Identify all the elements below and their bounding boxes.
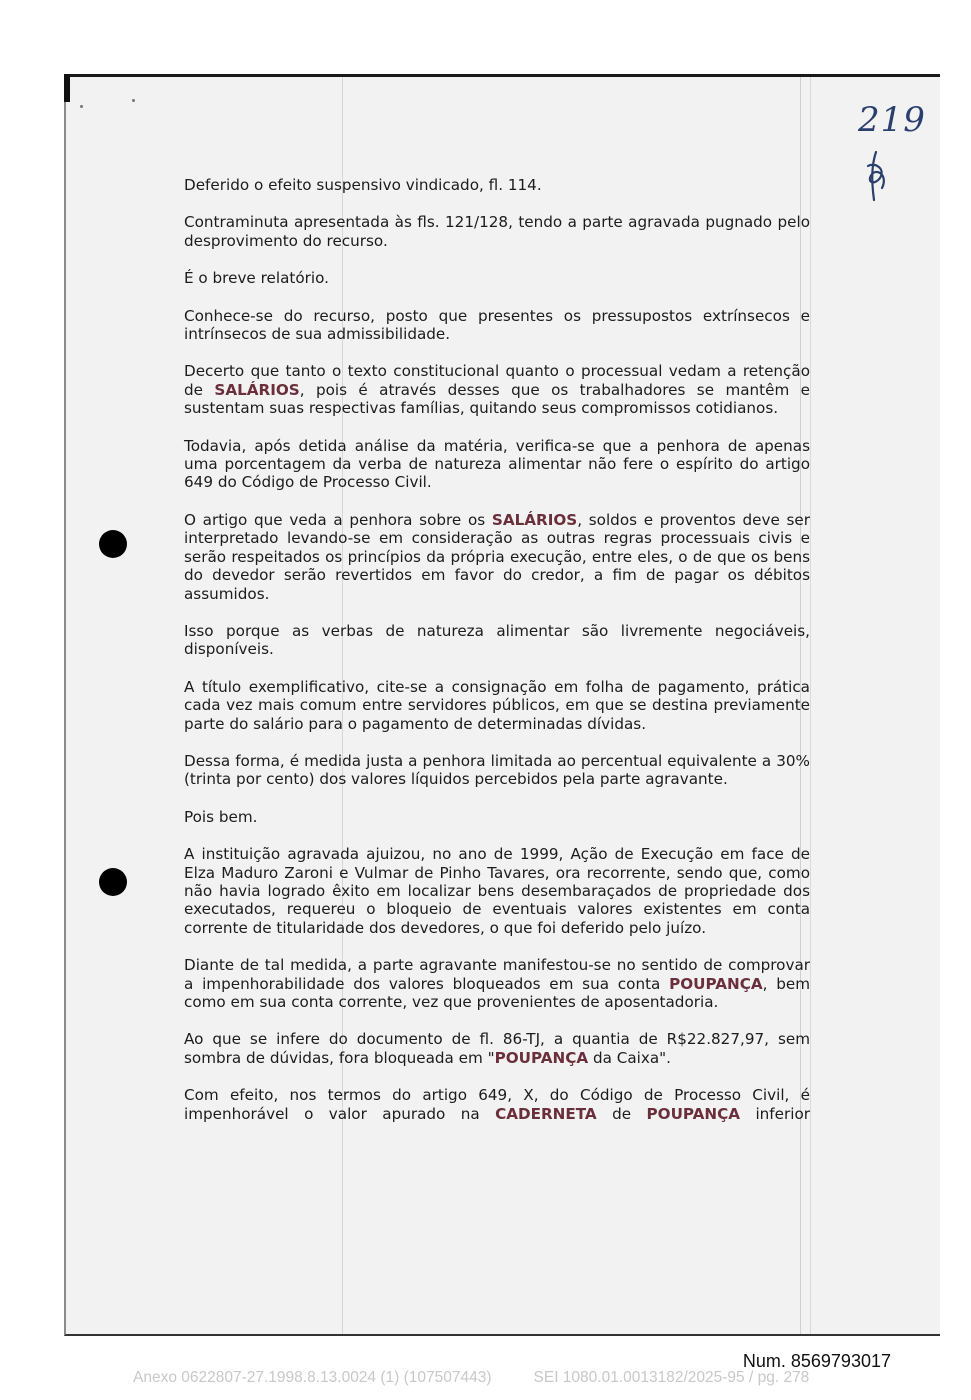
paragraph — [184, 269, 810, 287]
paragraph-text: A título exemplificativo, cite-se a consignação em folha de pagamento, prática cada vez mais comum entre servidores públicos, em que se destina previamente parte do salário para o pagamento de determinadas dívidas. — [184, 677, 810, 733]
paragraph — [184, 213, 810, 250]
paragraph-text: Contraminuta apresentada às fls. 121/128, tendo a parte agravada pugnado pelo desprovimento do recurso. — [184, 213, 810, 250]
punch-hole — [99, 868, 127, 896]
paragraph-text: Todavia, após detida análise da matéria, verifica-se que a penhora de apenas uma porcentagem da verba de natureza alimentar não fere o espírito do artigo 649 do Código de Processo Civil. — [184, 436, 810, 492]
sei-reference: SEI 1080.01.0013182/2025-95 / pg. 278 — [533, 1369, 810, 1386]
paragraph — [184, 176, 810, 194]
paragraph-text: de — [596, 1104, 647, 1123]
emphasized-term: POUPANÇA — [494, 1048, 589, 1067]
paragraph-text: É o breve relatório. — [184, 269, 329, 288]
paragraph-text: Deferido o efeito suspensivo vindicado, fl. 114. — [184, 176, 542, 194]
scan-speck — [132, 99, 135, 102]
paragraph-text: inferior — [740, 1104, 810, 1123]
paragraph-text: Com efeito, nos termos do artigo 649, X, do Código de Processo Civil, é impenhorável o valor apurado na — [184, 1086, 810, 1123]
paragraph — [184, 437, 810, 492]
emphasized-term: POUPANÇA — [669, 974, 763, 993]
paragraph — [184, 362, 810, 417]
paragraph-text: Ao que se infere do documento de fl. 86-TJ, a quantia de R$22.827,97, sem sombra de dúvidas, fora bloqueada em " — [184, 1030, 810, 1067]
scan-speck — [80, 105, 83, 108]
paragraph-text: , soldos e proventos deve ser interpretado levando-se em consideração as outras regras processuais civis e serão respeitados os princípios da própria execução, entre eles, o de que os bens do devedor serão revertidos em favor do credor, a fim de pagar os débitos assumidos. — [184, 510, 810, 603]
paragraph — [184, 678, 810, 733]
punch-hole — [99, 530, 127, 558]
annex-reference: Anexo 0622807-27.1998.8.13.0024 (1) (107507443) — [133, 1369, 492, 1386]
paragraph — [184, 1030, 810, 1067]
paragraph — [184, 1086, 810, 1123]
scan-corner-mark — [64, 74, 70, 102]
paragraph — [184, 511, 810, 603]
emphasized-term: CADERNETA — [495, 1104, 597, 1123]
handwritten-page-number: 219 — [858, 100, 926, 140]
paragraph — [184, 307, 810, 344]
emphasized-term: SALÁRIOS — [491, 510, 578, 529]
paragraph-text: da Caixa". — [588, 1048, 671, 1067]
paragraph — [184, 845, 810, 937]
paragraph-text: Diante de tal medida, a parte agravante manifestou-se no sentido de comprovar a impenhorabilidade dos valores bloqueados em sua conta — [184, 956, 810, 993]
fold-line — [810, 77, 811, 1334]
document-number: Num. 8569793017 — [742, 1351, 891, 1371]
paragraph-text: A instituição agravada ajuizou, no ano de 1999, Ação de Execução em face de Elza Maduro Zaroni e Vulmar de Pinho Tavares, ora recorrente, sendo que, como não havia logrado êxito em localizar bens desembaraçados de propriedade dos executados, requereu o bloqueio de eventuais valores existentes em conta corrente de titularidade dos devedores, o que foi deferido pelo juízo. — [184, 845, 810, 937]
paragraph-text: O artigo que veda a penhora sobre os — [184, 510, 492, 529]
paragraph-text: Dessa forma, é medida justa a penhora limitada ao percentual equivalente a 30% (trinta por cento) dos valores líquidos percebidos pela parte agravante. — [184, 751, 810, 789]
paragraph-text: Pois bem. — [184, 807, 258, 826]
document-body — [184, 176, 810, 1142]
paragraph — [184, 622, 810, 659]
paragraph-text: Conhece-se do recurso, posto que presentes os pressupostos extrínsecos e intrínsecos de sua admissibilidade. — [184, 306, 810, 344]
handwritten-initial-mark — [862, 150, 892, 202]
paragraph — [184, 808, 810, 826]
paragraph-text: Isso porque as verbas de natureza alimentar são livremente negociáveis, disponíveis. — [184, 621, 810, 659]
paragraph-text: , bem como em sua conta corrente, vez que provenientes de aposentadoria. — [184, 974, 810, 1011]
paragraph — [184, 956, 810, 1011]
footer-reference — [133, 1369, 809, 1387]
paragraph-text: , pois é através desses que os trabalhadores se mantêm e sustentam suas respectivas famílias, quitando seus compromissos cotidianos. — [184, 380, 811, 418]
paragraph-text: Decerto que tanto o texto constitucional quanto o processual vedam a retenção de — [184, 362, 810, 399]
emphasized-term: SALÁRIOS — [214, 380, 300, 399]
paragraph — [184, 752, 810, 789]
emphasized-term: POUPANÇA — [646, 1104, 741, 1123]
